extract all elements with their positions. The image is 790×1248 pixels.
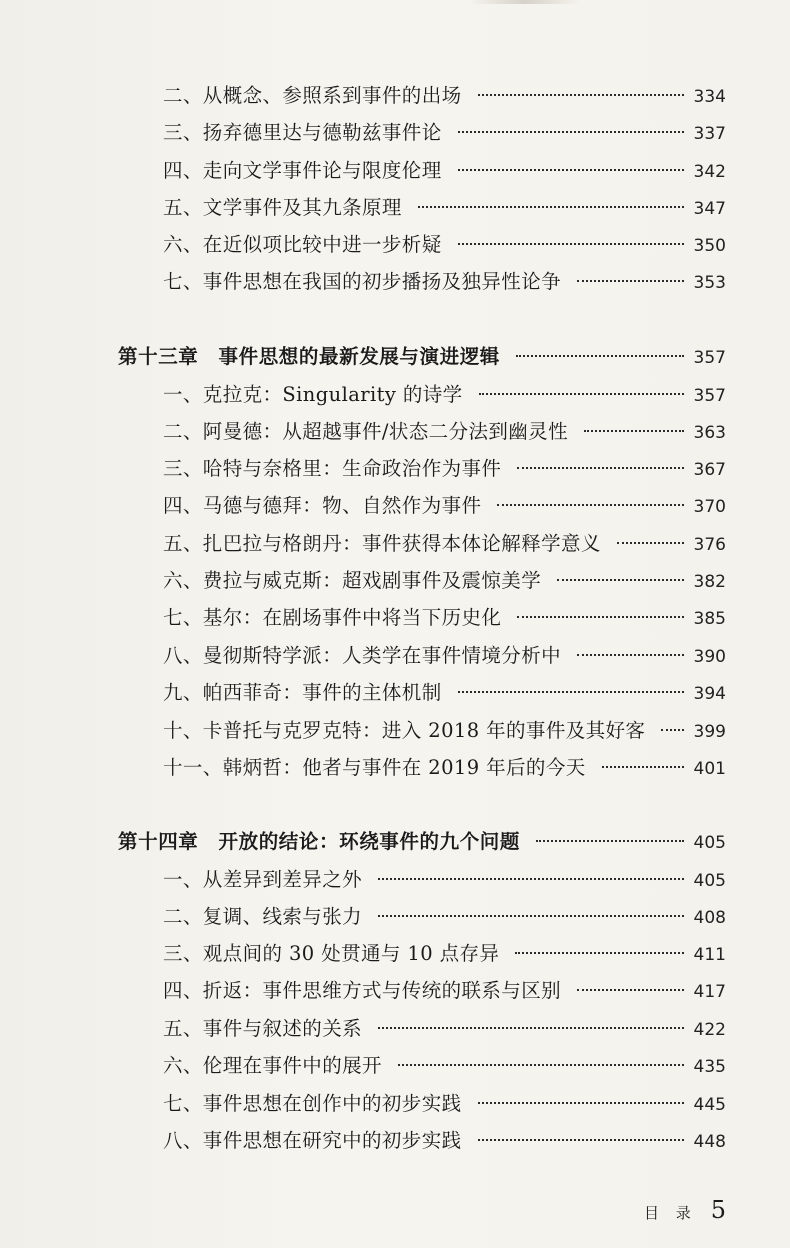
toc-entry bbox=[163, 1048, 726, 1084]
dot-leader bbox=[378, 878, 684, 880]
toc-entry bbox=[163, 1011, 726, 1047]
toc-entry-title: 十、卡普托与克罗克特：进入 2018 年的事件及其好客 bbox=[163, 719, 646, 742]
toc-entry-title: 三、扬弃德里达与德勒兹事件论 bbox=[163, 121, 442, 144]
dot-leader bbox=[458, 243, 684, 245]
toc-entry-page: 342 bbox=[693, 162, 726, 182]
toc-entry-title: 八、事件思想在研究中的初步实践 bbox=[163, 1129, 462, 1152]
toc-entry bbox=[163, 600, 726, 636]
toc-entry-page: 382 bbox=[693, 572, 726, 592]
toc-entry-title: 十一、韩炳哲：他者与事件在 2019 年后的今天 bbox=[163, 756, 586, 779]
dot-leader bbox=[536, 840, 684, 842]
toc-entry-title: 一、克拉克：Singularity 的诗学 bbox=[163, 383, 463, 406]
dot-leader bbox=[661, 729, 683, 731]
toc-entry bbox=[163, 750, 726, 786]
toc-entry-page: 408 bbox=[693, 908, 726, 928]
toc-entry-title: 二、阿曼德：从超越事件/状态二分法到幽灵性 bbox=[163, 420, 568, 443]
dot-leader bbox=[497, 504, 683, 506]
toc-entry bbox=[163, 1086, 726, 1122]
toc-entry bbox=[163, 377, 726, 413]
toc-entry-title: 五、文学事件及其九条原理 bbox=[163, 196, 402, 219]
toc-entry-page: 399 bbox=[693, 722, 726, 742]
toc-entry bbox=[163, 526, 726, 562]
toc-entry-page: 417 bbox=[693, 982, 726, 1002]
toc-entry-title: 七、事件思想在我国的初步播扬及独异性论争 bbox=[163, 270, 562, 293]
toc-entry-title: 二、从概念、参照系到事件的出场 bbox=[163, 84, 462, 107]
dot-leader bbox=[577, 989, 684, 991]
toc-entry-title: 四、折返：事件思维方式与传统的联系与区别 bbox=[163, 979, 562, 1002]
toc-entry-page: 445 bbox=[693, 1095, 726, 1115]
toc-entry bbox=[163, 638, 726, 674]
toc-chapter-heading bbox=[118, 824, 726, 860]
toc-entry-page: 390 bbox=[693, 647, 726, 667]
toc-entry-title: 一、从差异到差异之外 bbox=[163, 868, 363, 891]
page-number: 5 bbox=[710, 1196, 727, 1224]
toc-entry bbox=[163, 675, 726, 711]
dot-leader bbox=[479, 393, 684, 395]
page-footer bbox=[644, 1196, 726, 1224]
toc-entry-title: 五、事件与叙述的关系 bbox=[163, 1017, 363, 1040]
dot-leader bbox=[478, 1102, 684, 1104]
running-footer-label: 目 录 bbox=[644, 1204, 697, 1222]
toc-entry-page: 353 bbox=[693, 273, 726, 293]
toc-entry bbox=[163, 264, 726, 300]
toc-entry bbox=[163, 153, 726, 189]
dot-leader bbox=[478, 1139, 684, 1141]
dot-leader bbox=[378, 1027, 684, 1029]
toc-entry bbox=[163, 488, 726, 524]
toc-entry-page: 394 bbox=[693, 684, 726, 704]
toc-entry-title: 五、扎巴拉与格朗丹：事件获得本体论解释学意义 bbox=[163, 532, 601, 555]
dot-leader bbox=[515, 952, 683, 954]
toc-entry-title: 九、帕西菲奇：事件的主体机制 bbox=[163, 681, 442, 704]
chapter-page: 405 bbox=[693, 833, 726, 853]
toc-entry bbox=[163, 451, 726, 487]
toc-entry-page: 376 bbox=[693, 535, 726, 555]
toc-entry-page: 435 bbox=[693, 1057, 726, 1077]
dot-leader bbox=[418, 206, 684, 208]
toc-entry-page: 448 bbox=[693, 1132, 726, 1152]
toc-entry-page: 350 bbox=[693, 236, 726, 256]
toc-entry-page: 363 bbox=[693, 423, 726, 443]
dot-leader bbox=[458, 691, 684, 693]
toc-entry bbox=[163, 190, 726, 226]
toc-entry-page: 385 bbox=[693, 609, 726, 629]
toc-entry-page: 367 bbox=[693, 460, 726, 480]
dot-leader bbox=[557, 579, 683, 581]
dot-leader bbox=[617, 542, 684, 544]
toc-entry-page: 401 bbox=[693, 759, 726, 779]
dot-leader bbox=[516, 355, 684, 357]
toc-entry-title: 二、复调、线索与张力 bbox=[163, 905, 363, 928]
toc-entry-page: 334 bbox=[693, 87, 726, 107]
dot-leader bbox=[584, 430, 684, 432]
dot-leader bbox=[517, 616, 683, 618]
dot-leader bbox=[458, 169, 684, 171]
toc-entry bbox=[163, 936, 726, 972]
toc-entry-page: 337 bbox=[693, 124, 726, 144]
toc-entry-title: 七、事件思想在创作中的初步实践 bbox=[163, 1092, 462, 1115]
toc-entry-page: 357 bbox=[693, 386, 726, 406]
toc-entry-title: 三、观点间的 30 处贯通与 10 点存异 bbox=[163, 942, 500, 965]
toc-entry-title: 四、马德与德拜：物、自然作为事件 bbox=[163, 494, 482, 517]
toc-entry bbox=[163, 862, 726, 898]
toc-entry bbox=[163, 713, 726, 749]
dot-leader bbox=[577, 280, 684, 282]
toc-entry-title: 四、走向文学事件论与限度伦理 bbox=[163, 159, 442, 182]
dot-leader bbox=[577, 654, 684, 656]
toc-entry bbox=[163, 227, 726, 263]
toc-entry-title: 三、哈特与奈格里：生命政治作为事件 bbox=[163, 457, 502, 480]
toc-entry-title: 六、费拉与威克斯：超戏剧事件及震惊美学 bbox=[163, 569, 542, 592]
toc-entry-page: 422 bbox=[693, 1020, 726, 1040]
toc-chapter-heading bbox=[118, 339, 726, 375]
toc-entry-page: 347 bbox=[693, 199, 726, 219]
dot-leader bbox=[378, 915, 684, 917]
toc-entry bbox=[163, 78, 726, 114]
chapter-title: 第十三章 事件思想的最新发展与演进逻辑 bbox=[118, 345, 500, 368]
toc-entry bbox=[163, 899, 726, 935]
toc-entry-page: 370 bbox=[693, 497, 726, 517]
toc-entry bbox=[163, 1123, 726, 1159]
dot-leader bbox=[517, 467, 683, 469]
toc-entry-title: 六、伦理在事件中的展开 bbox=[163, 1054, 382, 1077]
toc-entry-page: 405 bbox=[693, 871, 726, 891]
toc-entry bbox=[163, 115, 726, 151]
chapter-title: 第十四章 开放的结论：环绕事件的九个问题 bbox=[118, 830, 521, 853]
dot-leader bbox=[458, 131, 684, 133]
chapter-page: 357 bbox=[693, 348, 726, 368]
toc-entry-title: 六、在近似项比较中进一步析疑 bbox=[163, 233, 442, 256]
page-edge-shadow bbox=[470, 0, 580, 4]
toc-entry-title: 八、曼彻斯特学派：人类学在事件情境分析中 bbox=[163, 644, 562, 667]
toc-entry-page: 411 bbox=[693, 945, 726, 965]
toc-entry bbox=[163, 973, 726, 1009]
dot-leader bbox=[602, 766, 684, 768]
toc-entry bbox=[163, 414, 726, 450]
dot-leader bbox=[398, 1064, 684, 1066]
toc-entry-title: 七、基尔：在剧场事件中将当下历史化 bbox=[163, 606, 502, 629]
toc-entry bbox=[163, 563, 726, 599]
dot-leader bbox=[478, 94, 684, 96]
